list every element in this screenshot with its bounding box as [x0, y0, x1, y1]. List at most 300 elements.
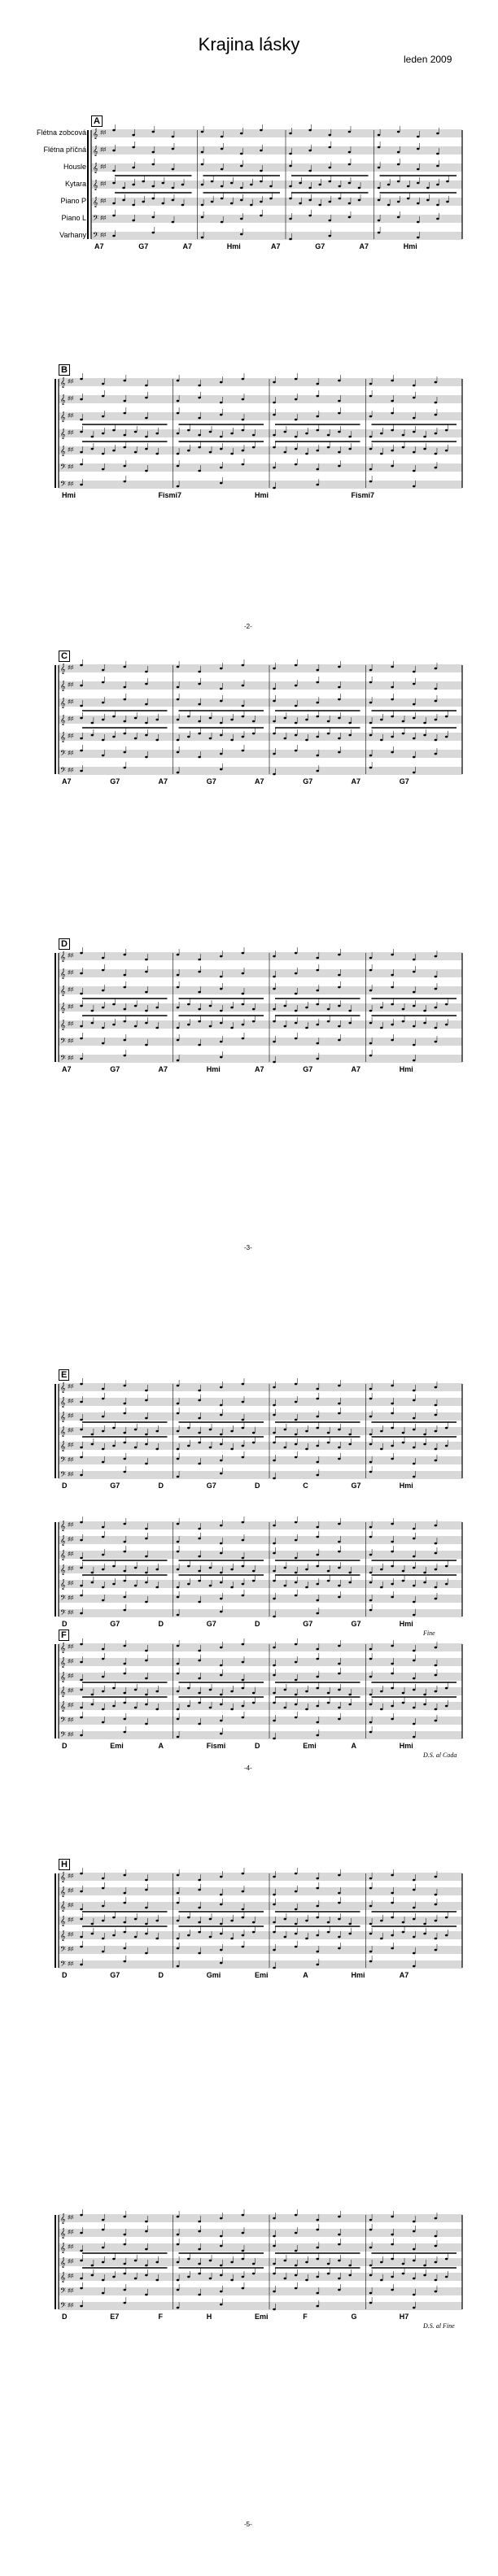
- system: [55, 1638, 462, 1741]
- key-signature: ♯♯: [68, 699, 73, 705]
- chord-symbol: Hmi: [403, 242, 417, 250]
- chord-symbol: Emi: [303, 1742, 317, 1750]
- page-title: Krajina lásky: [198, 34, 300, 54]
- chord-symbol: Fismi: [206, 1742, 226, 1750]
- system: [55, 373, 462, 490]
- staff: [59, 968, 462, 979]
- notes: [80, 2239, 437, 2252]
- chord-symbol: Fismi7: [351, 491, 375, 499]
- key-signature: ♯♯: [68, 682, 73, 688]
- staff: [59, 1037, 462, 1047]
- notes: [80, 1697, 456, 1710]
- treble-clef: 𝄞: [93, 197, 98, 207]
- chord-symbol: Emi: [255, 2313, 269, 2321]
- key-signature: ♯♯: [68, 1457, 73, 1463]
- chord-symbol: G7: [206, 777, 216, 785]
- chord-symbol: A7: [271, 242, 281, 250]
- instrument-label: Piano L: [61, 214, 86, 222]
- key-signature: ♯♯: [68, 1717, 73, 1723]
- staff: [59, 429, 462, 439]
- staff: [59, 1686, 462, 1697]
- chord-symbol: D: [62, 1482, 68, 1490]
- staff: [59, 1930, 462, 1941]
- system: [55, 659, 462, 777]
- notes: [80, 711, 456, 724]
- staff: [59, 1550, 462, 1560]
- staff: [59, 1470, 462, 1481]
- chord-symbol: G7: [206, 1482, 216, 1490]
- staff: [59, 2272, 462, 2282]
- key-signature: ♯♯: [68, 413, 73, 419]
- staff: [59, 446, 462, 456]
- notes: [112, 159, 439, 172]
- chord-symbol: A7: [158, 777, 168, 785]
- treble-clef: 𝄞: [60, 1901, 66, 1912]
- staff: [59, 1730, 462, 1741]
- navigation-marking: D.S. al Coda: [423, 1751, 457, 1759]
- key-signature: ♯♯: [68, 1610, 73, 1616]
- chord-symbol: A7: [359, 242, 369, 250]
- key-signature: ♯♯: [68, 1442, 73, 1448]
- staff: [59, 1872, 462, 1882]
- chord-symbol: F: [158, 2313, 163, 2321]
- key-signature: ♯♯: [68, 447, 73, 453]
- notes: [80, 1516, 437, 1530]
- treble-clef: 𝄞: [60, 2257, 66, 2268]
- staff: [91, 231, 462, 242]
- key-signature: ♯♯: [68, 1537, 73, 1543]
- notes: [80, 2209, 437, 2222]
- key-signature: ♯♯: [100, 147, 106, 153]
- rehearsal-mark: C: [59, 651, 70, 662]
- treble-clef: 𝄞: [60, 1441, 66, 1451]
- key-signature: ♯♯: [68, 1688, 73, 1694]
- treble-clef: 𝄞: [60, 429, 66, 439]
- staff: [59, 986, 462, 996]
- notes: [80, 1437, 456, 1450]
- key-signature: ♯♯: [68, 1428, 73, 1434]
- notes: [80, 1560, 456, 1573]
- key-signature: ♯♯: [68, 1703, 73, 1708]
- treble-clef: 𝄞: [60, 1382, 66, 1393]
- notes: [80, 1422, 456, 1435]
- staff: [59, 411, 462, 422]
- instrument-label: Housle: [63, 163, 86, 171]
- notes: [80, 2282, 437, 2295]
- notes: [80, 476, 415, 489]
- key-signature: ♯♯: [68, 2303, 73, 2308]
- chord-symbol: H: [206, 2313, 212, 2321]
- bass-clef: 𝄢: [60, 1960, 67, 1970]
- key-signature: ♯♯: [100, 130, 106, 136]
- staff: [59, 1441, 462, 1451]
- notes: [80, 459, 437, 472]
- key-signature: ♯♯: [68, 733, 73, 739]
- key-signature: ♯♯: [68, 1522, 73, 1528]
- chord-symbol: Hmi: [255, 491, 269, 499]
- chord-symbol: A7: [182, 242, 193, 250]
- chord-symbol: Emi: [255, 1971, 269, 1979]
- chord-symbol: G7: [110, 1620, 120, 1628]
- notes: [80, 1393, 437, 1406]
- staff: [59, 2301, 462, 2312]
- staff: [59, 1672, 462, 1682]
- treble-clef: 𝄞: [93, 128, 98, 139]
- date-label: leden 2009: [404, 54, 452, 65]
- key-signature: ♯♯: [68, 2230, 73, 2235]
- chord-symbol: G7: [110, 777, 120, 785]
- bass-clef: 𝄢: [60, 1470, 67, 1481]
- treble-clef: 𝄞: [60, 986, 66, 996]
- notes: [80, 1050, 415, 1063]
- chord-symbol: Gmi: [206, 1971, 221, 1979]
- key-signature: ♯♯: [68, 1413, 73, 1419]
- key-signature: ♯♯: [68, 1566, 73, 1572]
- staff: [59, 2213, 462, 2224]
- staff: [59, 2228, 462, 2239]
- notes: [80, 947, 437, 960]
- bass-clef: 𝄢: [60, 480, 67, 490]
- treble-clef: 𝄞: [60, 1521, 66, 1531]
- notes: [80, 1956, 415, 1969]
- key-signature: ♯♯: [68, 987, 73, 993]
- notes: [80, 2253, 456, 2266]
- treble-clef: 𝄞: [60, 2228, 66, 2239]
- treble-clef: 𝄞: [60, 715, 66, 725]
- notes: [80, 1531, 437, 1544]
- key-signature: ♯♯: [68, 1384, 73, 1390]
- treble-clef: 𝄞: [93, 163, 98, 173]
- chord-symbol: D: [158, 1971, 164, 1979]
- key-signature: ♯♯: [68, 716, 73, 722]
- treble-clef: 𝄞: [60, 1930, 66, 1941]
- treble-clef: 𝄞: [93, 146, 98, 156]
- notes: [112, 227, 419, 240]
- chord-symbol: G7: [138, 242, 149, 250]
- notes: [80, 1016, 456, 1029]
- notes: [80, 373, 437, 386]
- chord-symbol: A7: [399, 1971, 409, 1979]
- treble-clef: 𝄞: [60, 394, 66, 405]
- notes: [80, 762, 415, 775]
- chord-symbol: D: [255, 1620, 260, 1628]
- chord-symbol: A: [351, 1742, 356, 1750]
- staff: [59, 1608, 462, 1619]
- notes: [80, 2224, 437, 2237]
- chord-symbol: D: [158, 1482, 164, 1490]
- staff: [59, 1397, 462, 1408]
- staff: [59, 732, 462, 742]
- staff: [59, 749, 462, 759]
- chord-symbol: G7: [110, 1971, 120, 1979]
- notes: [112, 141, 439, 154]
- notes: [80, 390, 437, 403]
- key-signature: ♯♯: [68, 970, 73, 976]
- page-number: -3-: [244, 1244, 252, 1251]
- staff: [59, 951, 462, 962]
- staff: [91, 214, 462, 224]
- notes: [80, 2297, 415, 2310]
- key-signature: ♯♯: [68, 751, 73, 756]
- chord-symbol: A7: [62, 777, 72, 785]
- system: [88, 124, 462, 242]
- key-signature: ♯♯: [68, 396, 73, 402]
- staff: [59, 1960, 462, 1970]
- key-signature: ♯♯: [68, 1004, 73, 1010]
- key-signature: ♯♯: [100, 181, 106, 187]
- chord-symbol: G7: [110, 1482, 120, 1490]
- bass-clef: 𝄢: [60, 1037, 67, 1047]
- system: [55, 1516, 462, 1619]
- staff: [91, 128, 462, 139]
- chord-symbol: Hmi: [399, 1482, 413, 1490]
- staff: [59, 1916, 462, 1926]
- system: [55, 1868, 462, 1970]
- bass-clef: 𝄢: [60, 1716, 67, 1726]
- treble-clef: 𝄞: [60, 1397, 66, 1408]
- notes: [80, 1638, 437, 1651]
- treble-clef: 𝄞: [60, 2243, 66, 2253]
- treble-clef: 𝄞: [60, 1672, 66, 1682]
- notes: [80, 745, 437, 758]
- key-signature: ♯♯: [68, 2274, 73, 2279]
- treble-clef: 𝄞: [60, 968, 66, 979]
- bass-clef: 𝄢: [93, 231, 99, 242]
- chord-symbol: Hmi: [399, 1742, 413, 1750]
- system: [55, 1378, 462, 1481]
- key-signature: ♯♯: [68, 1038, 73, 1044]
- treble-clef: 𝄞: [60, 698, 66, 708]
- key-signature: ♯♯: [100, 215, 106, 221]
- key-signature: ♯♯: [68, 2259, 73, 2265]
- staff: [59, 1643, 462, 1653]
- staff: [91, 197, 462, 207]
- staff: [59, 1579, 462, 1590]
- staff: [59, 1594, 462, 1604]
- chord-symbol: G7: [303, 1065, 313, 1073]
- bass-clef: 𝄢: [60, 1594, 67, 1604]
- chord-symbol: Hmi: [226, 242, 241, 250]
- treble-clef: 𝄞: [60, 1579, 66, 1590]
- page-number: -2-: [244, 623, 252, 630]
- page-number: -5-: [244, 2521, 252, 2528]
- notes: [80, 1912, 456, 1925]
- notes: [80, 1033, 437, 1046]
- key-signature: ♯♯: [68, 1055, 73, 1061]
- treble-clef: 𝄞: [60, 1564, 66, 1575]
- key-signature: ♯♯: [68, 768, 73, 773]
- rehearsal-mark: B: [59, 364, 70, 376]
- chord-symbol: Hmi: [351, 1971, 365, 1979]
- chord-symbol: G7: [303, 777, 313, 785]
- chord-symbol: G7: [110, 1065, 120, 1073]
- key-signature: ♯♯: [68, 2244, 73, 2250]
- staff: [59, 1701, 462, 1712]
- key-signature: ♯♯: [68, 1551, 73, 1557]
- rehearsal-mark: H: [59, 1859, 70, 1870]
- key-signature: ♯♯: [68, 1659, 73, 1664]
- treble-clef: 𝄞: [60, 1020, 66, 1030]
- key-signature: ♯♯: [100, 233, 106, 238]
- notes: [80, 1604, 415, 1617]
- key-signature: ♯♯: [68, 1932, 73, 1938]
- notes: [80, 1726, 415, 1739]
- bass-clef: 𝄢: [60, 1608, 67, 1619]
- notes: [80, 424, 456, 437]
- chord-symbol: G7: [315, 242, 325, 250]
- key-signature: ♯♯: [68, 1021, 73, 1027]
- chord-symbol: D: [255, 1742, 260, 1750]
- notes: [80, 1590, 437, 1603]
- chord-symbol: D: [62, 2313, 68, 2321]
- treble-clef: 𝄞: [60, 1426, 66, 1437]
- staff: [59, 766, 462, 777]
- treble-clef: 𝄞: [60, 446, 66, 456]
- chord-symbol: A7: [62, 1065, 72, 1073]
- notes: [80, 677, 437, 690]
- treble-clef: 𝄞: [60, 411, 66, 422]
- notes: [80, 981, 437, 994]
- chord-symbol: A7: [255, 1065, 264, 1073]
- key-signature: ♯♯: [100, 198, 106, 204]
- treble-clef: 𝄞: [60, 1686, 66, 1697]
- bass-clef: 𝄢: [60, 2287, 67, 2297]
- notes: [80, 1712, 437, 1725]
- staff: [91, 163, 462, 173]
- bass-clef: 𝄢: [60, 1054, 67, 1064]
- chord-symbol: A: [303, 1971, 308, 1979]
- chord-symbol: A7: [351, 1065, 361, 1073]
- instrument-label: Varhany: [59, 231, 86, 239]
- staff: [59, 480, 462, 490]
- treble-clef: 𝄞: [60, 951, 66, 962]
- treble-clef: 𝄞: [60, 1412, 66, 1422]
- staff: [91, 180, 462, 190]
- key-signature: ♯♯: [68, 1903, 73, 1908]
- treble-clef: 𝄞: [60, 1003, 66, 1013]
- chord-symbol: D: [255, 1482, 260, 1490]
- chord-symbol: A7: [158, 1065, 168, 1073]
- chord-symbol: A: [158, 1742, 164, 1750]
- key-signature: ♯♯: [68, 1673, 73, 1679]
- chord-symbol: A7: [255, 777, 264, 785]
- staff: [59, 1456, 462, 1466]
- treble-clef: 𝄞: [60, 681, 66, 691]
- rehearsal-mark: F: [59, 1630, 69, 1641]
- instrument-label: Flétna zobcová: [36, 128, 86, 137]
- staff: [59, 1426, 462, 1437]
- staff: [59, 1020, 462, 1030]
- system: [55, 2209, 462, 2312]
- staff: [59, 1564, 462, 1575]
- staff: [59, 1521, 462, 1531]
- key-signature: ♯♯: [68, 1888, 73, 1894]
- rehearsal-mark: D: [59, 938, 70, 950]
- treble-clef: 𝄞: [60, 1886, 66, 1897]
- notes: [80, 407, 437, 420]
- notes: [80, 1668, 437, 1681]
- system: [55, 947, 462, 1064]
- bass-clef: 𝄢: [60, 749, 67, 759]
- key-signature: ♯♯: [68, 665, 73, 671]
- key-signature: ♯♯: [68, 1947, 73, 1952]
- chord-symbol: Hmi: [62, 491, 76, 499]
- key-signature: ♯♯: [68, 1581, 73, 1586]
- chord-symbol: H7: [399, 2313, 409, 2321]
- chord-symbol: G7: [206, 1620, 216, 1628]
- key-signature: ♯♯: [68, 953, 73, 959]
- staff: [59, 1945, 462, 1956]
- chord-symbol: C: [303, 1482, 308, 1490]
- notes: [80, 659, 437, 672]
- instrument-label: Piano P: [60, 197, 86, 205]
- notes: [80, 1682, 456, 1695]
- treble-clef: 𝄞: [60, 2213, 66, 2224]
- chord-symbol: G7: [399, 777, 409, 785]
- notes: [80, 1546, 437, 1559]
- notes: [112, 193, 456, 206]
- chord-symbol: Hmi: [206, 1065, 221, 1073]
- rehearsal-mark: A: [91, 115, 103, 127]
- key-signature: ♯♯: [68, 2288, 73, 2294]
- treble-clef: 𝄞: [60, 664, 66, 674]
- instrument-label: Kytara: [64, 180, 86, 188]
- notes: [112, 124, 439, 137]
- notes: [80, 964, 437, 977]
- staff: [59, 2257, 462, 2268]
- staff: [59, 1054, 462, 1064]
- chord-symbol: D: [62, 1620, 68, 1628]
- staff: [91, 146, 462, 156]
- notes: [80, 1941, 437, 1954]
- key-signature: ♯♯: [68, 1961, 73, 1967]
- notes: [80, 999, 456, 1012]
- notes: [80, 1451, 437, 1464]
- chord-symbol: Hmi: [399, 1065, 413, 1073]
- page-number: -4-: [244, 1764, 252, 1772]
- staff: [59, 715, 462, 725]
- bass-clef: 𝄢: [60, 1945, 67, 1956]
- notes: [80, 1882, 437, 1895]
- notes: [112, 176, 456, 189]
- treble-clef: 𝄞: [60, 1657, 66, 1668]
- instrument-label: Flétna příčná: [43, 146, 86, 154]
- staff: [59, 1382, 462, 1393]
- bass-clef: 𝄢: [60, 463, 67, 473]
- treble-clef: 𝄞: [60, 1916, 66, 1926]
- notes: [80, 1868, 437, 1881]
- chord-symbol: F: [303, 2313, 308, 2321]
- staff: [59, 394, 462, 405]
- staff: [59, 1412, 462, 1422]
- staff: [59, 1716, 462, 1726]
- chord-symbol: A7: [351, 777, 361, 785]
- treble-clef: 𝄞: [60, 2272, 66, 2282]
- chord-symbol: G7: [351, 1620, 361, 1628]
- staff: [59, 664, 462, 674]
- bass-clef: 𝄢: [60, 1730, 67, 1741]
- chord-symbol: Hmi: [399, 1620, 413, 1628]
- treble-clef: 𝄞: [60, 377, 66, 388]
- staff: [59, 1886, 462, 1897]
- bass-clef: 𝄢: [60, 766, 67, 777]
- treble-clef: 𝄞: [60, 1701, 66, 1712]
- key-signature: ♯♯: [68, 1472, 73, 1477]
- staff: [59, 698, 462, 708]
- staff: [59, 1657, 462, 1668]
- staff: [59, 463, 462, 473]
- key-signature: ♯♯: [68, 464, 73, 470]
